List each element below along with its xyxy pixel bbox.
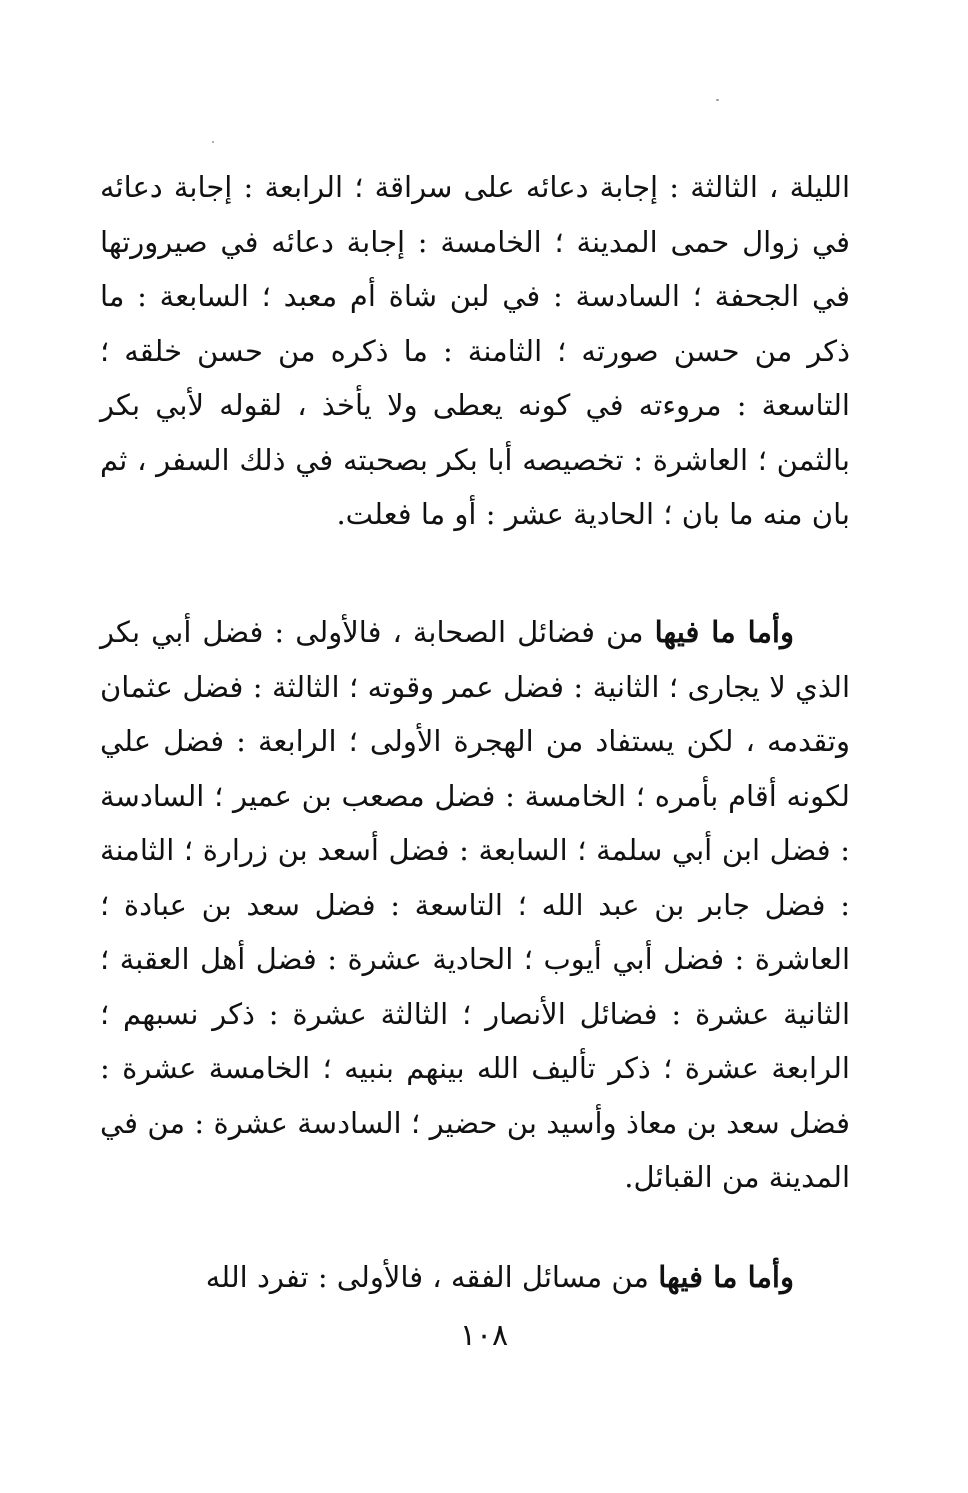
page-number: ١٠٨ [459,1318,509,1353]
paragraph-2-text: من فضائل الصحابة ، فالأولى : فضل أبي بكر الذي لا يجارى ؛ الثانية : فضل عمر وقوته ؛ الثالثة : فضل عثمان وتقدمه ، لكن يستفاد من الهجرة الأولى ؛ الرابعة : فضل علي لكونه أقام بأمره ؛ الخامسة : فضل مصعب بن عمير ؛ السادسة : فضل ابن أبي سلمة ؛ السابعة : فضل أسعد بن زرارة ؛ الثامنة : فضل جابر بن عبد الله ؛ التاسعة : فضل سعد بن عبادة ؛ العاشرة : فضل أبي أيوب ؛ الحادية عشرة : فضل أهل العقبة ؛ الثانية عشرة : فضائل الأنصار ؛ الثالثة عشرة : ذكر نسبهم ؛ الرابعة عشرة ؛ ذكر تأليف الله بينهم بنبيه ؛ الخامسة عشرة : فضل سعد بن معاذ وأسيد بن حضير ؛ السادسة عشرة : من في المدينة من القبائل. [100,615,850,1194]
paragraph-2-lead: وأما ما فيها [654,615,794,649]
paragraph-3-text: من مسائل الفقه ، فالأولى : تفرد الله [205,1260,659,1294]
paragraph-1-text: الليلة ، الثالثة : إجابة دعائه على سراقة ؛ الرابعة : إجابة دعائه في زوال حمى المدينة ؛ الخامسة : إجابة دعائه في صيرورتها في الجحفة ؛ السادسة : في لبن شاة أم معبد ؛ السابعة : ما ذكر من حسن صورته ؛ الثامنة : ما ذكره من حسن خلقه ؛ التاسعة : مروءته في كونه يعطى ولا يأخذ ، لقوله لأبي بكر بالثمن ؛ العاشرة : تخصيصه أبا بكر بصحبته في ذلك السفر ، ثم بان منه ما بان ؛ الحادية عشر : أو ما فعلت. [100,170,850,531]
body-text-3 [100,1250,850,1305]
paragraph-continuation [100,160,850,542]
paragraph-sahaba [100,605,850,1205]
body-text-1 [100,160,850,542]
scan-speck [716,99,719,101]
scan-speck [212,141,214,143]
body-text-2 [100,605,850,1205]
paragraph-3-lead: وأما ما فيها [658,1260,794,1294]
paragraph-fiqh [100,1250,850,1305]
